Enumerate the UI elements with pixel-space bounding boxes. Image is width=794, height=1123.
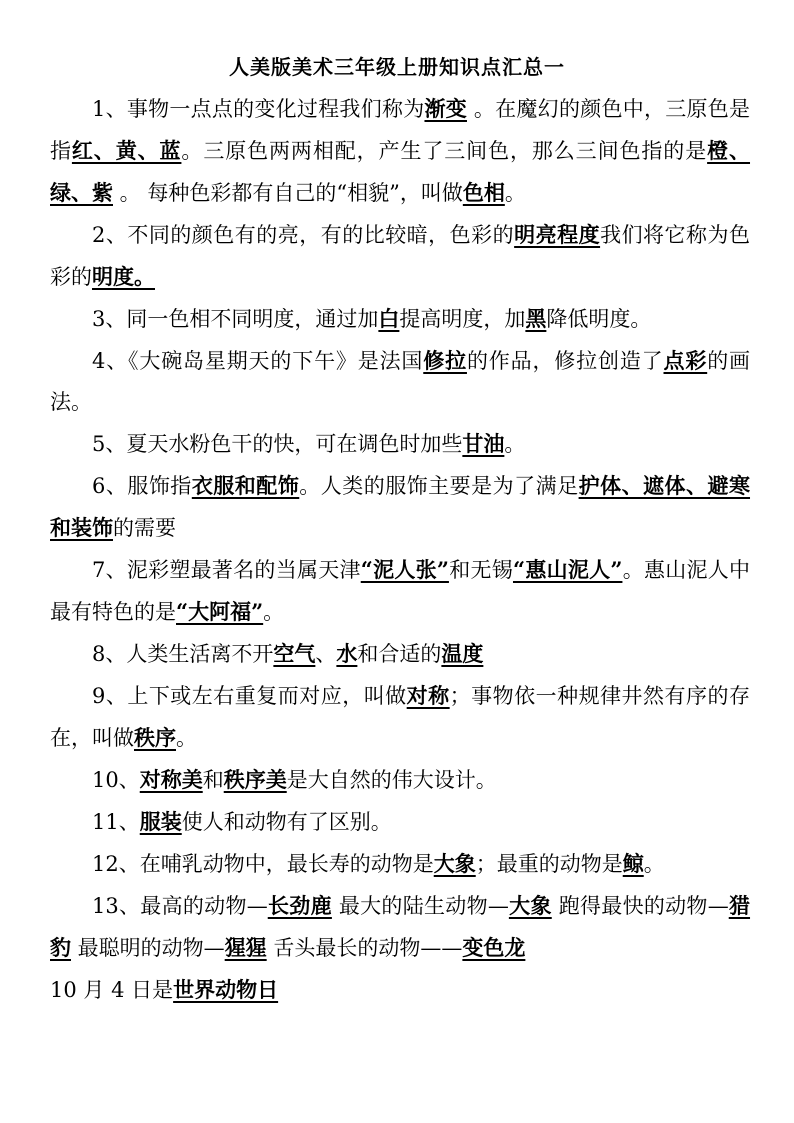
knowledge-paragraph (50, 88, 750, 214)
text-segment: 9、上下或左右重复而对应，叫做 (92, 684, 407, 708)
text-segment: 6、服饰指 (92, 474, 192, 498)
knowledge-paragraph (50, 549, 750, 633)
knowledge-paragraph (50, 423, 750, 465)
key-term: 水 (336, 641, 358, 666)
text-segment: 13、最高的动物— (92, 894, 268, 918)
knowledge-paragraph (50, 759, 750, 801)
key-term: “泥人张” (360, 557, 449, 582)
text-segment: 。 每种色彩都有自己的“相貌”，叫做 (113, 181, 463, 205)
key-term: 猎豹 (50, 893, 751, 960)
key-term: 修拉 (423, 348, 467, 373)
text-segment: 降低明度。 (546, 307, 652, 331)
text-segment: 7、泥彩塑最著名的当属天津 (92, 558, 361, 582)
key-term: 秩序美 (223, 767, 287, 792)
key-term: 白 (378, 306, 400, 331)
text-segment: 10 月 4 日是 (50, 978, 174, 1002)
text-segment: 11、 (92, 810, 140, 834)
text-segment: 。惠山泥人中最有特色的是 (50, 558, 750, 624)
key-term: 猩猩 (224, 935, 267, 960)
text-segment: 和 (202, 768, 224, 792)
key-term: 世界动物日 (173, 977, 279, 1002)
document-title: 人美版美术三年级上册知识点汇总一 (229, 55, 565, 79)
text-segment: 2、不同的颜色有的亮，有的比较暗，色彩的 (92, 223, 515, 247)
key-term: 红、黄、蓝 (71, 138, 182, 163)
text-segment: 最聪明的动物— (71, 936, 225, 960)
text-segment: 12、在哺乳动物中，最长寿的动物是 (92, 852, 434, 876)
key-term: 长劲鹿 (267, 893, 332, 918)
document-body (50, 88, 750, 1011)
text-segment: ；事物依一种规律井然有序的存在，叫做 (50, 684, 750, 750)
key-term: 色相 (462, 180, 505, 205)
text-segment: 。 (263, 600, 285, 624)
key-term: 鲸 (622, 851, 644, 876)
key-term: 温度 (441, 641, 484, 666)
text-segment: 的作品，修拉创造了 (466, 349, 664, 373)
text-segment: 4、《大碗岛星期天的下午》是法国 (92, 349, 424, 373)
text-segment: 我们将它称为色彩的 (50, 223, 751, 289)
text-segment: 和合适的 (357, 642, 442, 666)
text-segment: 跑得最快的动物— (551, 894, 729, 918)
key-term: 对称美 (139, 767, 203, 792)
text-segment: 3、同一色相不同明度，通过加 (92, 307, 379, 331)
key-term: 空气 (273, 641, 316, 666)
text-segment: ；最重的动物是 (475, 852, 623, 876)
knowledge-paragraph (50, 885, 750, 969)
text-segment: 的画法。 (50, 349, 751, 414)
text-segment: 。 (504, 432, 526, 456)
key-term: 黑 (525, 306, 547, 331)
key-term: 明亮程度 (514, 222, 601, 247)
knowledge-paragraph (50, 801, 750, 843)
key-term: “惠山泥人” (512, 557, 623, 582)
key-term: 大象 (508, 893, 552, 918)
key-term: 甘油 (462, 431, 505, 456)
text-segment: 。三原色两两相配，产生了三间色，那么三间色指的是 (181, 139, 708, 163)
knowledge-paragraph (50, 843, 750, 885)
knowledge-paragraph (50, 214, 750, 298)
key-term: 橙、绿、紫 (50, 138, 751, 205)
key-term: 对称 (406, 683, 450, 708)
key-term: 明度。 (92, 264, 155, 289)
key-term: 秩序 (134, 725, 176, 750)
key-term: 变色龙 (462, 935, 526, 960)
knowledge-paragraph (50, 465, 750, 549)
text-segment: 10、 (92, 768, 140, 792)
text-segment: 使人和动物有了区别。 (181, 810, 392, 834)
key-term: “大阿福” (176, 599, 264, 624)
text-segment: 。 (643, 852, 665, 876)
text-segment: 是大自然的伟大设计。 (286, 768, 497, 792)
text-segment: 。人类的服饰主要是为了满足 (299, 474, 579, 498)
key-term: 渐变 (424, 96, 467, 121)
text-segment: 的需要 (113, 516, 176, 540)
knowledge-paragraph (50, 340, 750, 423)
key-term: 衣服和配饰 (191, 473, 300, 498)
key-term: 服装 (139, 809, 182, 834)
text-segment: 。 (504, 181, 526, 205)
key-term: 大象 (433, 851, 476, 876)
key-term: 护体、遮体、避寒和装饰 (50, 473, 751, 540)
key-term: 点彩 (663, 348, 708, 373)
text-segment: 8、人类生活离不开 (92, 642, 274, 666)
knowledge-paragraph (50, 633, 750, 675)
text-segment: 1、事物一点点的变化过程我们称为 (92, 97, 425, 121)
text-segment: 提高明度，加 (399, 307, 526, 331)
text-segment: 5、夏天水粉色干的快，可在调色时加些 (92, 432, 463, 456)
text-segment: 。 (176, 726, 197, 750)
knowledge-paragraph (50, 969, 750, 1011)
text-segment: 最大的陆生动物— (331, 894, 509, 918)
text-segment: 。在魔幻的颜色中，三原色是指 (50, 97, 750, 163)
text-segment: 和无锡 (448, 558, 513, 582)
knowledge-paragraph (50, 675, 750, 759)
text-segment: 舌头最长的动物—— (266, 936, 463, 960)
text-segment: 、 (315, 642, 337, 666)
knowledge-paragraph (50, 298, 750, 340)
